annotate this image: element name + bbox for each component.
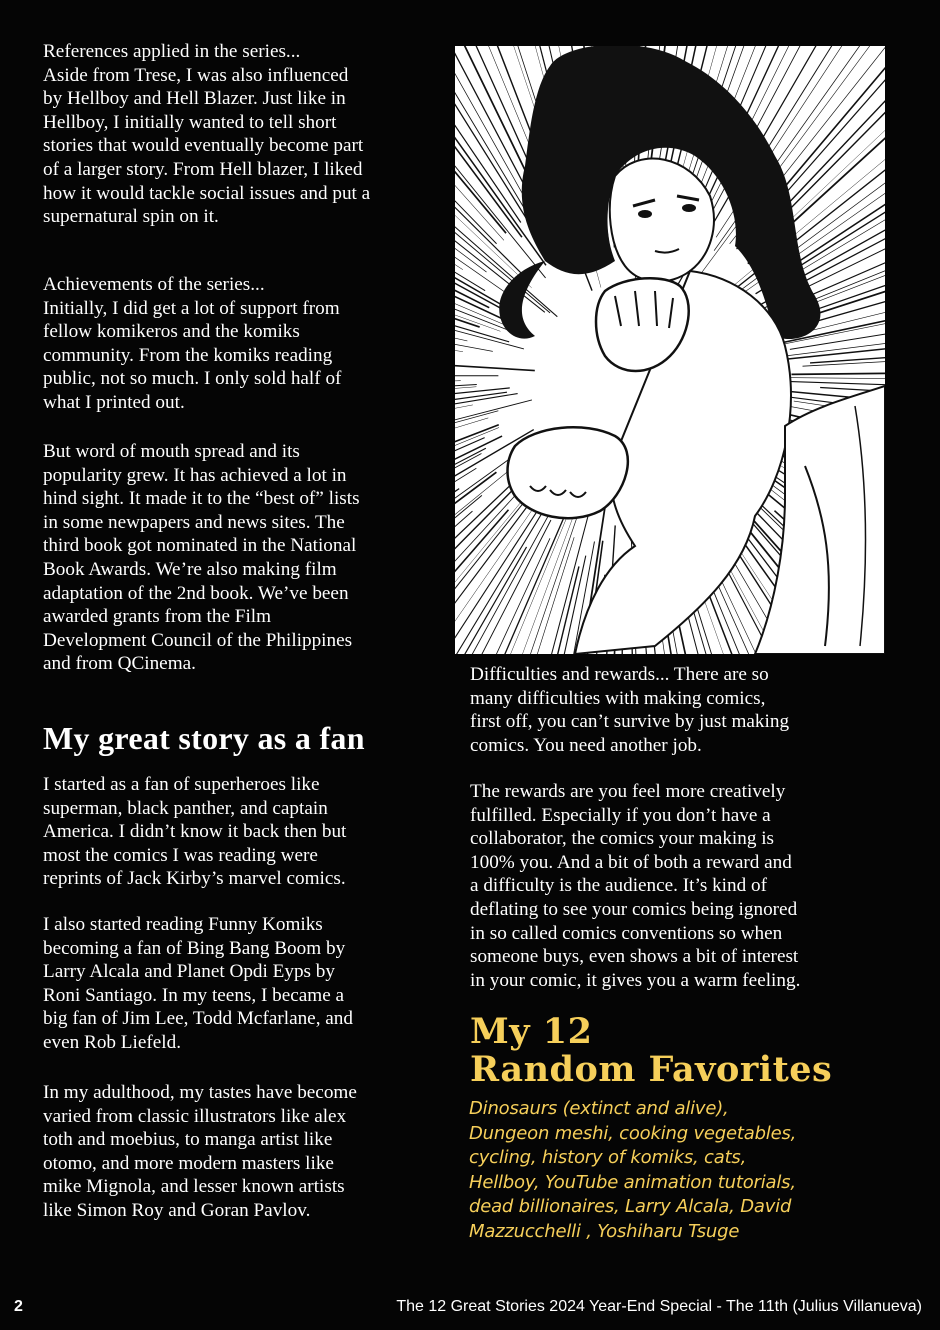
difficulties-paragraph: Difficulties and rewards... There are so many difficulties with making comics, first off, you can’t survive by just making comics. You need another job. xyxy=(470,664,790,756)
comic-illustration xyxy=(455,46,885,654)
speed-line xyxy=(455,516,567,654)
fan-story-heading: My great story as a fan xyxy=(43,720,365,756)
speed-line xyxy=(455,61,489,307)
achievements-paragraph: Achievements of the series... Initially, I did get a lot of support from fellow komikeros and the komiks community. From the komiks reading public, not so much. I only sold half of what I printed out. xyxy=(43,274,342,413)
speed-line xyxy=(455,46,528,193)
speed-line xyxy=(455,375,498,376)
favorites-line: cycling, history of komiks, cats, xyxy=(469,1147,747,1168)
word-of-mouth-paragraph: But word of mouth spread and its popularity grew. It has achieved a lot in hind sight. It made it to the “best of” lists in some newpapers and news sites. The third book got nominated in the National Book Awards. We’re also making film adaptation of the 2nd book. We’ve been awarded grants from the Film Development Council of the Philippines and from QCinema. xyxy=(43,441,360,675)
favorites-heading xyxy=(470,1013,832,1089)
speed-line xyxy=(455,453,481,654)
speed-lines-drawing xyxy=(455,46,885,654)
favorites-line: Dungeon meshi, cooking vegetables, xyxy=(469,1122,797,1144)
favorites-line: Hellboy, YouTube animation tutorials, xyxy=(469,1171,796,1193)
speed-line xyxy=(455,46,508,312)
speed-line xyxy=(776,46,885,234)
favorites-line: Mazzucchelli , Yoshiharu Tsuge xyxy=(469,1220,740,1242)
favorites-line: dead billionaires, Larry Alcala, David xyxy=(469,1196,792,1217)
rewards-paragraph: The rewards are you feel more creatively fulfilled. Especially if you don’t have a collaborator, the comics your making is 100% you. And a bit of both a reward and a difficulty is the audience. It’s kind of deflating to see your comics being ignored in so called comics conventions so when someone buys, even shows a bit of interest in your comic, it gives you a warm feeling. xyxy=(470,781,801,991)
speed-line xyxy=(455,80,509,322)
favorites-heading-line-1: My 12 xyxy=(470,1011,593,1052)
speed-line xyxy=(455,495,482,654)
favorites-line: Dinosaurs (extinct and alive), xyxy=(469,1098,729,1119)
speed-line xyxy=(455,427,499,640)
references-paragraph: References applied in the series... Aside from Trese, I was also influenced by Hellboy and Hell Blazer. Just like in Hellboy, I initially wanted to tell short stories that would eventually become part of a larger story. From Hell blazer, I liked how it would tackle social issues and put a supernatural spin on it. xyxy=(43,41,371,228)
fan-paragraph-3: In my adulthood, my tastes have become varied from classic illustrators like alex toth and moebius, to manga artist like otomo, and more modern masters like mike Mignola, and lesser known artists like Simon Roy and Goran Pavlov. xyxy=(43,1082,357,1221)
speed-line xyxy=(455,334,535,371)
page-number: 2 xyxy=(14,1298,23,1315)
favorites-list xyxy=(469,1097,889,1244)
speed-line xyxy=(455,384,477,415)
speed-line xyxy=(460,566,579,654)
fan-paragraph-1: I started as a fan of superheroes like superman, black panther, and captain America. I didn’t know it back then but most the comics I was reading were reprints of Jack Kirby’s marvel comics. xyxy=(43,774,347,890)
fan-paragraph-2: I also started reading Funny Komiks becoming a fan of Bing Bang Boom by Larry Alcala and Planet Opdi Eyps by Roni Santiago. In my teens, I became a big fan of Jim Lee, Todd Mcfarlane, and even Rob Liefeld. xyxy=(43,914,353,1053)
footer-title: The 12 Great Stories 2024 Year-End Special - The 11th (Julius Villanueva) xyxy=(396,1298,922,1315)
favorites-heading-line-2: Random Favorites xyxy=(470,1049,833,1090)
speed-line xyxy=(791,369,885,374)
speed-line xyxy=(455,438,485,654)
speed-line xyxy=(803,337,885,366)
